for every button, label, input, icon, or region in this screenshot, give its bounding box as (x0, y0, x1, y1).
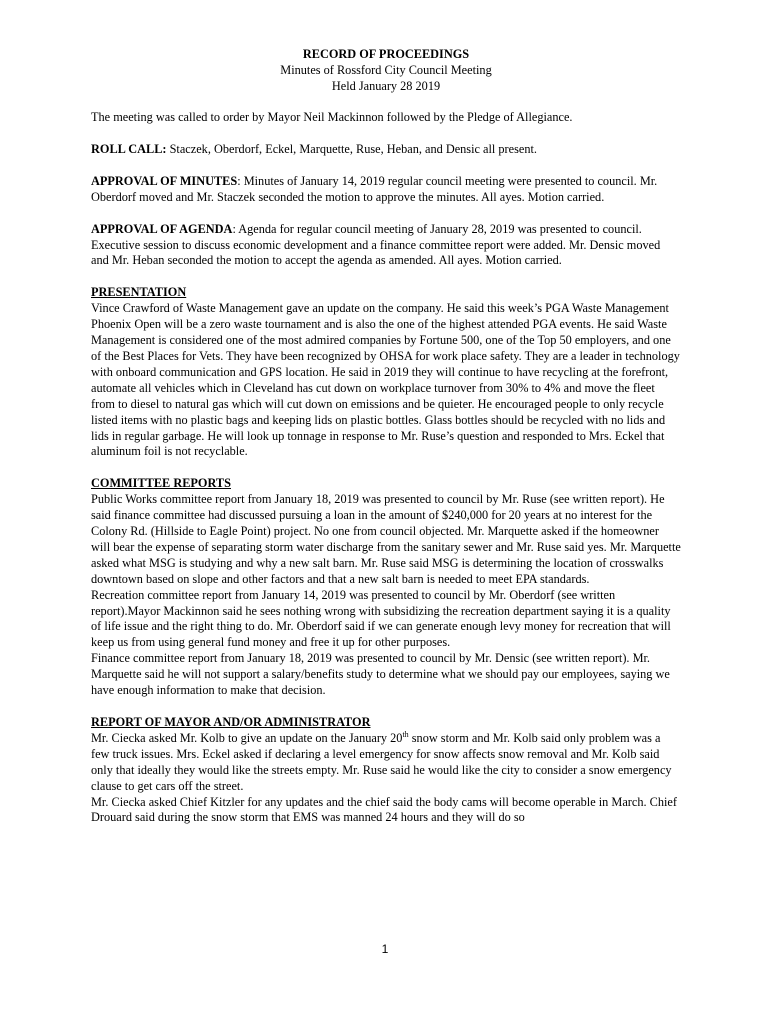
page-number: 1 (381, 942, 389, 956)
approval-minutes-label: APPROVAL OF MINUTES (91, 173, 238, 188)
presentation-section (91, 285, 681, 460)
snow-storm-update (91, 731, 681, 795)
committee-reports-heading: COMMITTEE REPORTS (91, 476, 231, 491)
approval-of-minutes (91, 174, 681, 206)
police-fire-update: Mr. Ciecka asked Chief Kitzler for any updates and the chief said the body cams will become operable in March. Chief Drouard said during the snow storm that EMS was manned 24 hours and they will do so (91, 794, 677, 825)
committee-reports-section (91, 476, 681, 699)
ordinal-suffix: th (402, 729, 409, 739)
call-to-order: The meeting was called to order by Mayor Neil Mackinnon followed by the Pledge of Allegiance. (91, 110, 573, 124)
document-header (91, 46, 681, 94)
presentation-heading: PRESENTATION (91, 285, 187, 300)
recreation-report: Recreation committee report from January 14, 2019 was presented to council by Mr. Oberdorf (see written report).Mayor Mackinnon said he sees nothing wrong with subsidizing the recreation department saying it is a quality of life issue and the right thing to do. Mr. Oberdorf said if we can generate enough levy money for recreation that will keep us from using general fund money and free it up for other purposes. (91, 587, 671, 650)
roll-call (91, 142, 681, 158)
approval-of-agenda (91, 222, 681, 270)
presentation-text: Vince Crawford of Waste Management gave an update on the company. He said this week’s PGA Waste Management Phoenix Open will be a zero waste tournament and is also the one of the highest attended PGA events. He said Waste Management is considered one of the most admired companies by Fortune 500, one of the Top 50 employers, and one of the Best Places for Vets. They have been recognized by OHSA for work place safety. They are a leader in technology with onboard communication and GPS location. He said in 2019 they will continue to have recycling at the forefront, automate all vehicles which in Cleveland has cut down on workplace turnover from 30% to 4% and move the fleet from to diesel to natural gas which will cut down on emissions and be quieter. He encouraged people to only recycle listed items with no plastic bags and keeping lids on plastic bottles. Glass bottles should be recycled with no lids and lids in regular garbage. He will look up tonnage in response to Mr. Ruse’s question and responded to Mrs. Eckel that aluminum foil is not recyclable. (91, 301, 680, 459)
public-works-report: Public Works committee report from January 18, 2019 was presented to council by Mr. Ruse (see written report). He said finance committee had discussed pursuing a loan in the amount of $240,000 for 20 years at no interest for the Colony Rd. (Hillside to Eagle Point) project. No one from council objected. Mr. Marquette asked if the homeowner will bear the expense of separating storm water discharge from the sanitary sewer and Mr. Ruse said yes. Mr. Marquette asked what MSG is studying and why a new salt barn. Mr. Ruse said MSG is determining the location of crosswalks downtown based on slope and other factors and that a new salt barn is needed to meet EPA standards. (91, 492, 681, 586)
snow-storm-text-start: Mr. Ciecka asked Mr. Kolb to give an update on the January 20 (91, 730, 403, 745)
meeting-date: Held January 28 2019 (331, 79, 441, 93)
document-subtitle: Minutes of Rossford City Council Meeting (280, 63, 492, 77)
roll-call-label: ROLL CALL: (91, 141, 167, 156)
approval-agenda-text: : Agenda for regular council meeting of January 28, 2019 was presented to council. Executive session to discuss economic development and a finance committee report were added. Mr. Densic moved and Mr. Heban seconded the motion to accept the agenda as amended. All ayes. Motion carried. (91, 221, 661, 268)
approval-minutes-text: : Minutes of January 14, 2019 regular council meeting were presented to council. Mr. Oberdorf moved and Mr. Staczek seconded the motion to approve the minutes. All ayes. Motion carried. (91, 173, 658, 204)
snow-storm-text-end: snow storm and Mr. Kolb said only problem was a few truck issues. Mrs. Eckel asked if declaring a level emergency for snow affects snow removal and Mr. Kolb said only that ideally they would like the streets empty. Mr. Ruse said he would like the city to consider a snow emergency clause to get cars off the street. (91, 730, 672, 793)
mayor-report-section (91, 715, 681, 826)
mayor-report-heading: REPORT OF MAYOR AND/OR ADMINISTRATOR (91, 715, 371, 729)
finance-report: Finance committee report from January 18, 2019 was presented to council by Mr. Densic (see written report). Mr. Marquette said he will not support a salary/benefits study to determine what we should pay our employees, saying we have enough information to make that decision. (91, 651, 670, 698)
document-page (91, 46, 681, 842)
approval-agenda-label: APPROVAL OF AGENDA (91, 221, 233, 236)
document-title: RECORD OF PROCEEDINGS (302, 47, 470, 61)
roll-call-text: Staczek, Oberdorf, Eckel, Marquette, Ruse, Heban, and Densic all present. (166, 141, 537, 156)
